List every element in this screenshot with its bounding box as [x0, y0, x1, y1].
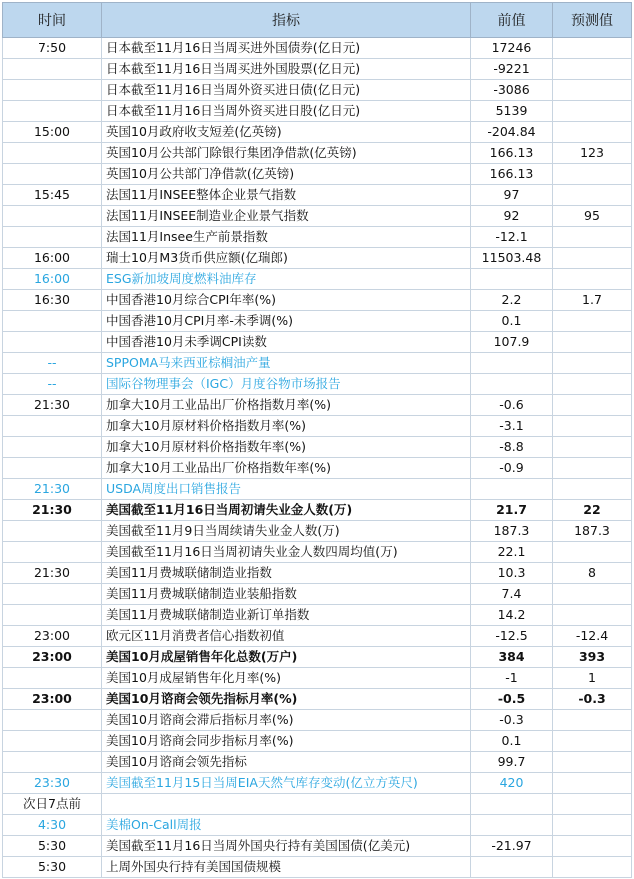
forecast-value-cell — [553, 584, 632, 605]
forecast-value-cell — [553, 437, 632, 458]
time-cell: 15:45 — [3, 185, 102, 206]
forecast-value-cell: 187.3 — [553, 521, 632, 542]
indicator-cell: 加拿大10月原材料价格指数月率(%) — [102, 416, 471, 437]
indicator-cell: 美国截至11月15日当周EIA天然气库存变动(亿立方英尺) — [102, 773, 471, 794]
time-cell: 5:30 — [3, 836, 102, 857]
time-cell — [3, 101, 102, 122]
table-row — [3, 458, 632, 479]
time-cell: 21:30 — [3, 563, 102, 584]
previous-value-cell: 166.13 — [471, 164, 553, 185]
previous-value-cell: 17246 — [471, 38, 553, 59]
previous-value-cell: 22.1 — [471, 542, 553, 563]
indicator-cell: 加拿大10月工业品出厂价格指数年率(%) — [102, 458, 471, 479]
indicator-cell: 日本截至11月16日当周买进外国债券(亿日元) — [102, 38, 471, 59]
previous-value-cell — [471, 374, 553, 395]
time-cell: 16:00 — [3, 269, 102, 290]
time-cell — [3, 542, 102, 563]
forecast-value-cell — [553, 122, 632, 143]
time-cell — [3, 416, 102, 437]
previous-value-cell — [471, 815, 553, 836]
forecast-value-cell — [553, 815, 632, 836]
time-cell: 次日7点前 — [3, 794, 102, 815]
table-row — [3, 38, 632, 59]
indicator-cell: SPPOMA马来西亚棕榈油产量 — [102, 353, 471, 374]
previous-value-cell: -3.1 — [471, 416, 553, 437]
previous-value-cell: -0.5 — [471, 689, 553, 710]
time-cell — [3, 521, 102, 542]
previous-value-cell: -12.1 — [471, 227, 553, 248]
indicator-cell: ESG新加坡周度燃料油库存 — [102, 269, 471, 290]
previous-value-cell: -9221 — [471, 59, 553, 80]
indicator-cell: 中国香港10月未季调CPI读数 — [102, 332, 471, 353]
previous-value-cell: -1 — [471, 668, 553, 689]
forecast-value-cell — [553, 59, 632, 80]
table-row — [3, 563, 632, 584]
indicator-cell: 欧元区11月消费者信心指数初值 — [102, 626, 471, 647]
indicator-cell: 日本截至11月16日当周买进外国股票(亿日元) — [102, 59, 471, 80]
indicator-cell: 美国10月谘商会领先指标月率(%) — [102, 689, 471, 710]
forecast-value-cell — [553, 416, 632, 437]
time-cell — [3, 437, 102, 458]
table-row — [3, 332, 632, 353]
indicator-cell: 加拿大10月原材料价格指数年率(%) — [102, 437, 471, 458]
table-row — [3, 122, 632, 143]
forecast-value-cell — [553, 710, 632, 731]
indicator-cell — [102, 794, 471, 815]
table-row — [3, 374, 632, 395]
forecast-value-cell — [553, 752, 632, 773]
time-cell — [3, 227, 102, 248]
indicator-cell: 英国10月政府收支短差(亿英镑) — [102, 122, 471, 143]
forecast-value-cell — [553, 164, 632, 185]
indicator-cell: 法国11月INSEE制造业企业景气指数 — [102, 206, 471, 227]
indicator-cell: 美国截至11月16日当周初请失业金人数(万) — [102, 500, 471, 521]
forecast-value-cell — [553, 38, 632, 59]
forecast-value-cell — [553, 542, 632, 563]
indicator-cell: 美棉On-Call周报 — [102, 815, 471, 836]
header-indicator: 指标 — [102, 3, 471, 38]
previous-value-cell — [471, 353, 553, 374]
economic-calendar-table — [2, 2, 632, 878]
previous-value-cell: 97 — [471, 185, 553, 206]
forecast-value-cell: 123 — [553, 143, 632, 164]
indicator-cell: 日本截至11月16日当周外资买进日债(亿日元) — [102, 80, 471, 101]
previous-value-cell: 14.2 — [471, 605, 553, 626]
indicator-cell: 瑞士10月M3货币供应额(亿瑞郎) — [102, 248, 471, 269]
indicator-cell: 美国10月谘商会领先指标 — [102, 752, 471, 773]
forecast-value-cell: 1.7 — [553, 290, 632, 311]
previous-value-cell: 11503.48 — [471, 248, 553, 269]
forecast-value-cell — [553, 773, 632, 794]
indicator-cell: 国际谷物理事会（IGC）月度谷物市场报告 — [102, 374, 471, 395]
forecast-value-cell — [553, 311, 632, 332]
forecast-value-cell — [553, 479, 632, 500]
previous-value-cell: -3086 — [471, 80, 553, 101]
time-cell — [3, 710, 102, 731]
forecast-value-cell — [553, 374, 632, 395]
forecast-value-cell: 8 — [553, 563, 632, 584]
forecast-value-cell — [553, 332, 632, 353]
table-row — [3, 626, 632, 647]
previous-value-cell: -0.3 — [471, 710, 553, 731]
table-body — [3, 38, 632, 878]
table-row — [3, 206, 632, 227]
time-cell: -- — [3, 374, 102, 395]
previous-value-cell: 187.3 — [471, 521, 553, 542]
table-header — [3, 3, 632, 38]
header-forecast: 预测值 — [553, 3, 632, 38]
table-row — [3, 395, 632, 416]
previous-value-cell: 0.1 — [471, 311, 553, 332]
time-cell: 21:30 — [3, 479, 102, 500]
table-row — [3, 416, 632, 437]
indicator-cell: 上周外国央行持有美国国债规模 — [102, 857, 471, 878]
previous-value-cell: 99.7 — [471, 752, 553, 773]
time-cell — [3, 668, 102, 689]
table-row — [3, 479, 632, 500]
forecast-value-cell — [553, 248, 632, 269]
table-row — [3, 794, 632, 815]
previous-value-cell: -0.9 — [471, 458, 553, 479]
time-cell: 4:30 — [3, 815, 102, 836]
indicator-cell: 美国10月谘商会滞后指标月率(%) — [102, 710, 471, 731]
time-cell: 21:30 — [3, 395, 102, 416]
forecast-value-cell — [553, 101, 632, 122]
time-cell — [3, 605, 102, 626]
time-cell: -- — [3, 353, 102, 374]
header-row — [3, 3, 632, 38]
table-row — [3, 437, 632, 458]
indicator-cell: 美国11月费城联储制造业指数 — [102, 563, 471, 584]
table-row — [3, 101, 632, 122]
time-cell: 5:30 — [3, 857, 102, 878]
forecast-value-cell: 1 — [553, 668, 632, 689]
previous-value-cell: 166.13 — [471, 143, 553, 164]
time-cell: 23:00 — [3, 647, 102, 668]
table-row — [3, 584, 632, 605]
previous-value-cell: 7.4 — [471, 584, 553, 605]
table-row — [3, 164, 632, 185]
table-row — [3, 143, 632, 164]
forecast-value-cell: 22 — [553, 500, 632, 521]
previous-value-cell: 107.9 — [471, 332, 553, 353]
previous-value-cell — [471, 269, 553, 290]
indicator-cell: 法国11月INSEE整体企业景气指数 — [102, 185, 471, 206]
previous-value-cell: 384 — [471, 647, 553, 668]
table-row — [3, 500, 632, 521]
indicator-cell: 法国11月Insee生产前景指数 — [102, 227, 471, 248]
previous-value-cell: 0.1 — [471, 731, 553, 752]
indicator-cell: 美国11月费城联储制造业装船指数 — [102, 584, 471, 605]
time-cell — [3, 143, 102, 164]
table-row — [3, 773, 632, 794]
table-row — [3, 269, 632, 290]
table-row — [3, 731, 632, 752]
forecast-value-cell: -12.4 — [553, 626, 632, 647]
time-cell: 15:00 — [3, 122, 102, 143]
time-cell — [3, 731, 102, 752]
previous-value-cell: 420 — [471, 773, 553, 794]
table-row — [3, 521, 632, 542]
forecast-value-cell — [553, 857, 632, 878]
table-row — [3, 668, 632, 689]
time-cell — [3, 584, 102, 605]
table-row — [3, 311, 632, 332]
indicator-cell: 日本截至11月16日当周外资买进日股(亿日元) — [102, 101, 471, 122]
forecast-value-cell — [553, 458, 632, 479]
table-row — [3, 605, 632, 626]
previous-value-cell: -21.97 — [471, 836, 553, 857]
time-cell — [3, 206, 102, 227]
table-row — [3, 227, 632, 248]
previous-value-cell: 21.7 — [471, 500, 553, 521]
previous-value-cell: 2.2 — [471, 290, 553, 311]
indicator-cell: 中国香港10月CPI月率-未季调(%) — [102, 311, 471, 332]
table-row — [3, 815, 632, 836]
time-cell: 23:00 — [3, 626, 102, 647]
time-cell: 16:30 — [3, 290, 102, 311]
table-row — [3, 689, 632, 710]
header-time: 时间 — [3, 3, 102, 38]
forecast-value-cell — [553, 269, 632, 290]
previous-value-cell: 92 — [471, 206, 553, 227]
time-cell — [3, 164, 102, 185]
previous-value-cell: -8.8 — [471, 437, 553, 458]
previous-value-cell: -12.5 — [471, 626, 553, 647]
forecast-value-cell — [553, 794, 632, 815]
time-cell: 21:30 — [3, 500, 102, 521]
header-previous: 前值 — [471, 3, 553, 38]
indicator-cell: 美国10月谘商会同步指标月率(%) — [102, 731, 471, 752]
time-cell: 23:30 — [3, 773, 102, 794]
time-cell: 7:50 — [3, 38, 102, 59]
previous-value-cell — [471, 857, 553, 878]
forecast-value-cell — [553, 731, 632, 752]
forecast-value-cell: 95 — [553, 206, 632, 227]
indicator-cell: 中国香港10月综合CPI年率(%) — [102, 290, 471, 311]
table-row — [3, 710, 632, 731]
time-cell — [3, 311, 102, 332]
previous-value-cell: 10.3 — [471, 563, 553, 584]
table-row — [3, 542, 632, 563]
table-row — [3, 80, 632, 101]
previous-value-cell: 5139 — [471, 101, 553, 122]
forecast-value-cell: -0.3 — [553, 689, 632, 710]
previous-value-cell: -0.6 — [471, 395, 553, 416]
time-cell: 23:00 — [3, 689, 102, 710]
indicator-cell: 加拿大10月工业品出厂价格指数月率(%) — [102, 395, 471, 416]
table-row — [3, 353, 632, 374]
time-cell — [3, 80, 102, 101]
forecast-value-cell — [553, 605, 632, 626]
forecast-value-cell — [553, 395, 632, 416]
table-row — [3, 752, 632, 773]
indicator-cell: 美国11月费城联储制造业新订单指数 — [102, 605, 471, 626]
table-row — [3, 647, 632, 668]
table-row — [3, 248, 632, 269]
indicator-cell: 美国10月成屋销售年化总数(万户) — [102, 647, 471, 668]
time-cell — [3, 458, 102, 479]
indicator-cell: 美国截至11月16日当周外国央行持有美国国债(亿美元) — [102, 836, 471, 857]
previous-value-cell: -204.84 — [471, 122, 553, 143]
forecast-value-cell — [553, 227, 632, 248]
forecast-value-cell — [553, 353, 632, 374]
table-row — [3, 836, 632, 857]
indicator-cell: 美国截至11月9日当周续请失业金人数(万) — [102, 521, 471, 542]
indicator-cell: 英国10月公共部门净借款(亿英镑) — [102, 164, 471, 185]
forecast-value-cell: 393 — [553, 647, 632, 668]
previous-value-cell — [471, 794, 553, 815]
forecast-value-cell — [553, 80, 632, 101]
forecast-value-cell — [553, 836, 632, 857]
table-row — [3, 857, 632, 878]
table-row — [3, 59, 632, 80]
indicator-cell: 英国10月公共部门除银行集团净借款(亿英镑) — [102, 143, 471, 164]
table-row — [3, 185, 632, 206]
forecast-value-cell — [553, 185, 632, 206]
previous-value-cell — [471, 479, 553, 500]
time-cell — [3, 59, 102, 80]
table-row — [3, 290, 632, 311]
indicator-cell: 美国截至11月16日当周初请失业金人数四周均值(万) — [102, 542, 471, 563]
time-cell — [3, 332, 102, 353]
indicator-cell: 美国10月成屋销售年化月率(%) — [102, 668, 471, 689]
time-cell: 16:00 — [3, 248, 102, 269]
time-cell — [3, 752, 102, 773]
indicator-cell: USDA周度出口销售报告 — [102, 479, 471, 500]
